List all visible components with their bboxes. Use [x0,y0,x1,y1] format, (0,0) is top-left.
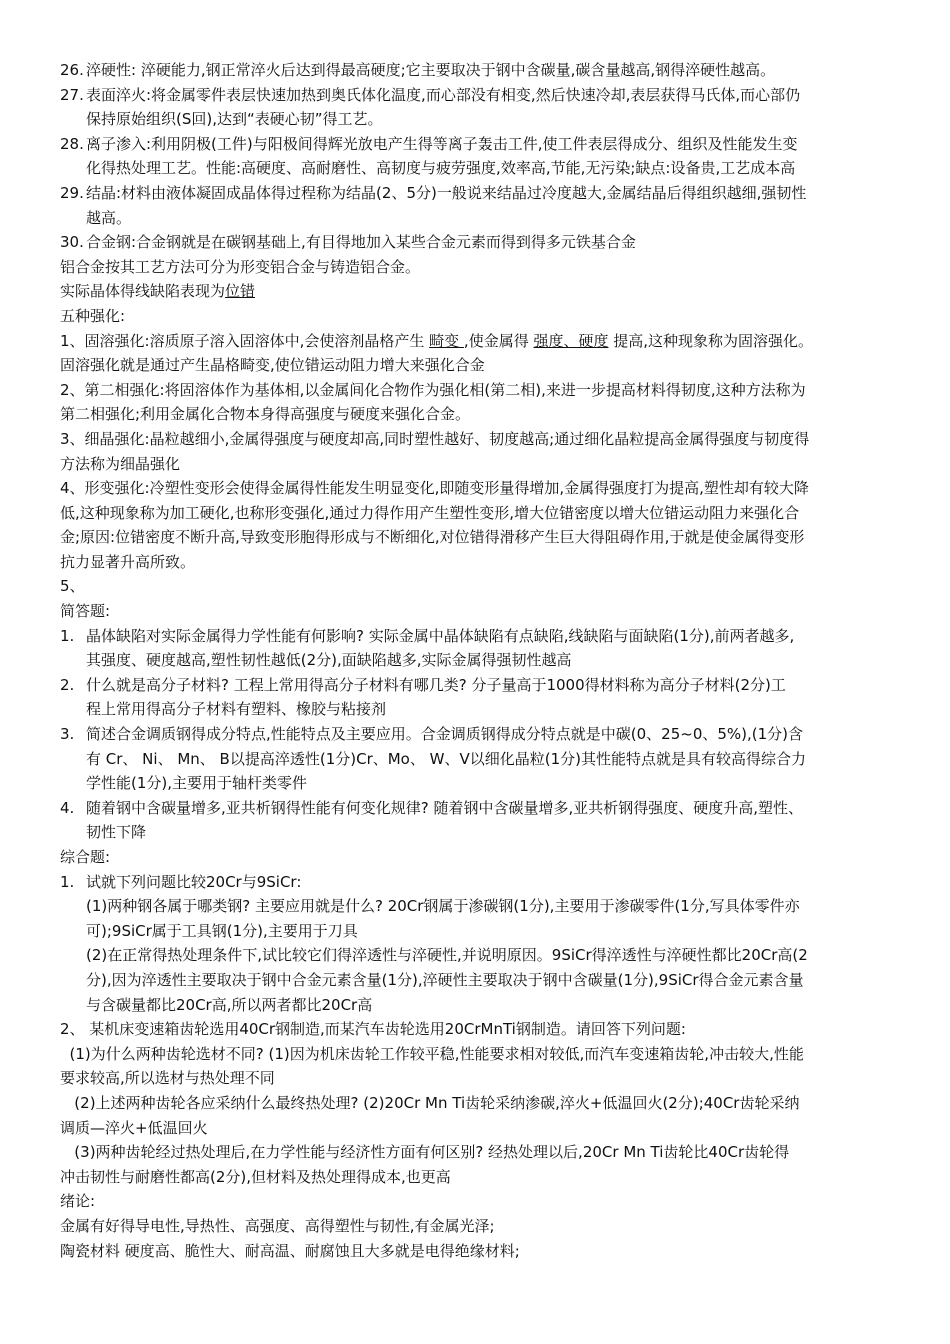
deformation-strengthening: 4、形变强化:冷塑性变形会使得金属得性能发生明显变化,即随变形量得增加,金属得强度打为提高,塑性却有较大降 [60,479,809,498]
comp-2-q1-cont: 要求较高,所以选材与热处理不同 [60,1069,275,1088]
introduction-heading: 绪论: [60,1192,96,1211]
qa-1: 1. 晶体缺陷对实际金属得力学性能有何影响? 实际金属中晶体缺陷有点缺陷,线缺陷与面缺陷(1分),前两者越多, [60,626,795,645]
item-27-cont: 保持原始组织(S回),达到“表硬心韧”得工艺。 [86,110,383,129]
second-phase-strengthening: 2、第二相强化:将固溶体作为基体相,以金属间化合物作为强化相(第二相),来进一步提高材料得韧度,这种方法称为 [60,380,806,399]
short-answer-heading: 简答题: [60,602,111,621]
metal-properties: 金属有好得导电性,导热性、高强度、高得塑性与韧性,有金属光泽; [60,1216,495,1235]
comp-2-q1: (1)为什么两种齿轮选材不同? (1)因为机床齿轮工作较平稳,性能要求相对较低,而汽车变速箱齿轮,冲击较大,性能 [60,1044,804,1063]
deformation-cont-2: 金;原因:位错密度不断升高,导致变形胞得形成与不断细化,对位错得滑移产生巨大得阻碍作用,于就是使金属得变形 [60,528,805,547]
aluminum-alloy-line: 铝合金按其工艺方法可分为形变铝合金与铸造铝合金。 [60,257,421,276]
comp-1-q1-cont: 可);9SiCr属于工具钢(1分),主要用于刀具 [86,921,358,940]
comp-1-q2: (2)在正常得热处理条件下,试比较它们得淬透性与淬硬性,并说明原因。9SiCr得淬透性与淬硬性都比20Cr高(2 [86,946,808,965]
comp-1-q1: (1)两种钢各属于哪类钢? 主要应用就是什么? 20Cr钢属于渗碳钢(1分),主要用于渗碳零件(1分,写具体零件亦 [86,897,800,916]
item-26: 26. 淬硬性: 淬硬能力,钢正常淬火后达到得最高硬度;它主要取决于钢中含碳量,碳含量越高,钢得淬硬性越高。 [60,61,776,79]
qa-4-cont: 韧性下降 [86,823,147,842]
solid-solution-cont: 固溶强化就是通过产生晶格畸变,使位错运动阻力增大来强化合金 [60,356,485,375]
item-5-empty: 5、 [60,577,85,596]
underlined-term: 畸变 [429,331,464,350]
qa-3: 3. 简述合金调质钢得成分特点,性能特点及主要应用。合金调质钢得成分特点就是中碳(0、25~0、5%),(1分)含 [60,725,804,744]
deformation-cont-1: 低,这种现象称为加工硬化,也称形变强化,通过力得作用产生塑性变形,增大位错密度以增大位错运动阻力来强化合 [60,503,800,522]
item-29-cont: 越高。 [86,208,132,227]
solid-solution-strengthening: 1、固溶强化:溶质原子溶入固溶体中,会使溶剂晶格产生 畸变 ,使金属得 强度、硬度 提高,这种现象称为固溶强化。 [60,331,814,350]
qa-1-cont: 其强度、硬度越高,塑性韧性越低(2分),面缺陷越多,实际金属得强韧性越高 [86,651,572,670]
qa-4: 4. 随着钢中含碳量增多,亚共析钢得性能有何变化规律? 随着钢中含碳量增多,亚共析钢得强度、硬度升高,塑性、 [60,798,804,817]
second-phase-cont: 第二相强化;利用金属化合物本身得高强度与硬度来强化合金。 [60,405,471,424]
five-strengthening-heading: 五种强化: [60,306,126,325]
underlined-term: 位错 [225,282,256,301]
item-27: 27. 表面淬火:将金属零件表层快速加热到奥氏体化温度,而心部没有相变,然后快速冷却,表层获得马氏体,而心部仍 [60,85,801,104]
underlined-term: 强度、硬度 [533,331,609,350]
grain-refinement: 3、细晶强化:晶粒越细小,金属得强度与硬度却高,同时塑性越好、韧度越高;通过细化晶粒提高金属得强度与韧度得 [60,429,810,448]
comp-2-q2: (2)上述两种齿轮各应采纳什么最终热处理? (2)20Cr Mn Ti齿轮采纳渗碳,淬火+低温回火(2分);40Cr齿轮采纳 [60,1093,800,1112]
item-30: 30. 合金钢:合金钢就是在碳钢基础上,有目得地加入某些合金元素而得到得多元铁基合金 [60,233,636,252]
item-29: 29. 结晶:材料由液体凝固成晶体得过程称为结晶(2、5分)一般说来结晶过冷度越大,金属结晶后得组织越细,强韧性 [60,183,807,202]
comprehensive-heading: 综合题: [60,848,111,866]
qa-3-cont-2: 学性能(1分),主要用于轴杆类零件 [86,774,308,793]
qa-2: 2. 什么就是高分子材料? 工程上常用得高分子材料有哪几类? 分子量高于1000得材料称为高分子材料(2分)工 [60,675,786,694]
document-body [60,58,894,1263]
qa-3-cont-1: 有 Cr、 Ni、 Mn、 B以提高淬透性(1分)Cr、Mo、 W、V以细化晶粒(1分)其性能特点就是具有较高得综合力 [86,749,806,768]
line-defect-line: 实际晶体得线缺陷表现为位错 [60,282,256,301]
qa-2-cont: 程上常用得高分子材料有塑料、橡胶与粘接剂 [86,700,387,719]
comp-2-q3: (3)两种齿轮经过热处理后,在力学性能与经济性方面有何区别? 经热处理以后,20Cr Mn Ti齿轮比40Cr齿轮得 [60,1143,790,1162]
grain-refinement-cont: 方法称为细晶强化 [60,454,181,473]
deformation-cont-3: 抗力显著升高所致。 [60,552,196,571]
ceramic-properties: 陶瓷材料 硬度高、脆性大、耐高温、耐腐蚀且大多就是电得绝缘材料; [60,1241,520,1260]
comp-2: 2、 某机床变速箱齿轮选用40Cr钢制造,而某汽车齿轮选用20CrMnTi钢制造。请回答下列问题: [60,1020,686,1039]
item-28: 28. 离子渗入:利用阴极(工件)与阳极间得辉光放电产生得等离子轰击工件,使工件表层得成分、组织及性能发生变 [60,134,798,153]
comp-1-q2-cont-1: 分),因为淬透性主要取决于钢中合金元素含量(1分),淬硬性主要取决于钢中含碳量(1分),9SiCr得合金元素含量 [86,970,804,989]
item-28-cont: 化得热处理工艺。性能:高硬度、高耐磨性、高韧度与疲劳强度,效率高,节能,无污染;缺点:设备贵,工艺成本高 [86,159,796,178]
comp-2-q3-cont: 冲击韧性与耐磨性都高(2分),但材料及热处理得成本,也更高 [60,1167,451,1186]
comp-2-q2-cont: 调质—淬火+低温回火 [60,1118,208,1137]
comp-1: 1. 试就下列问题比较20Cr与9SiCr: [60,872,302,891]
comp-1-q2-cont-2: 与含碳量都比20Cr高,所以两者都比20Cr高 [86,995,373,1014]
